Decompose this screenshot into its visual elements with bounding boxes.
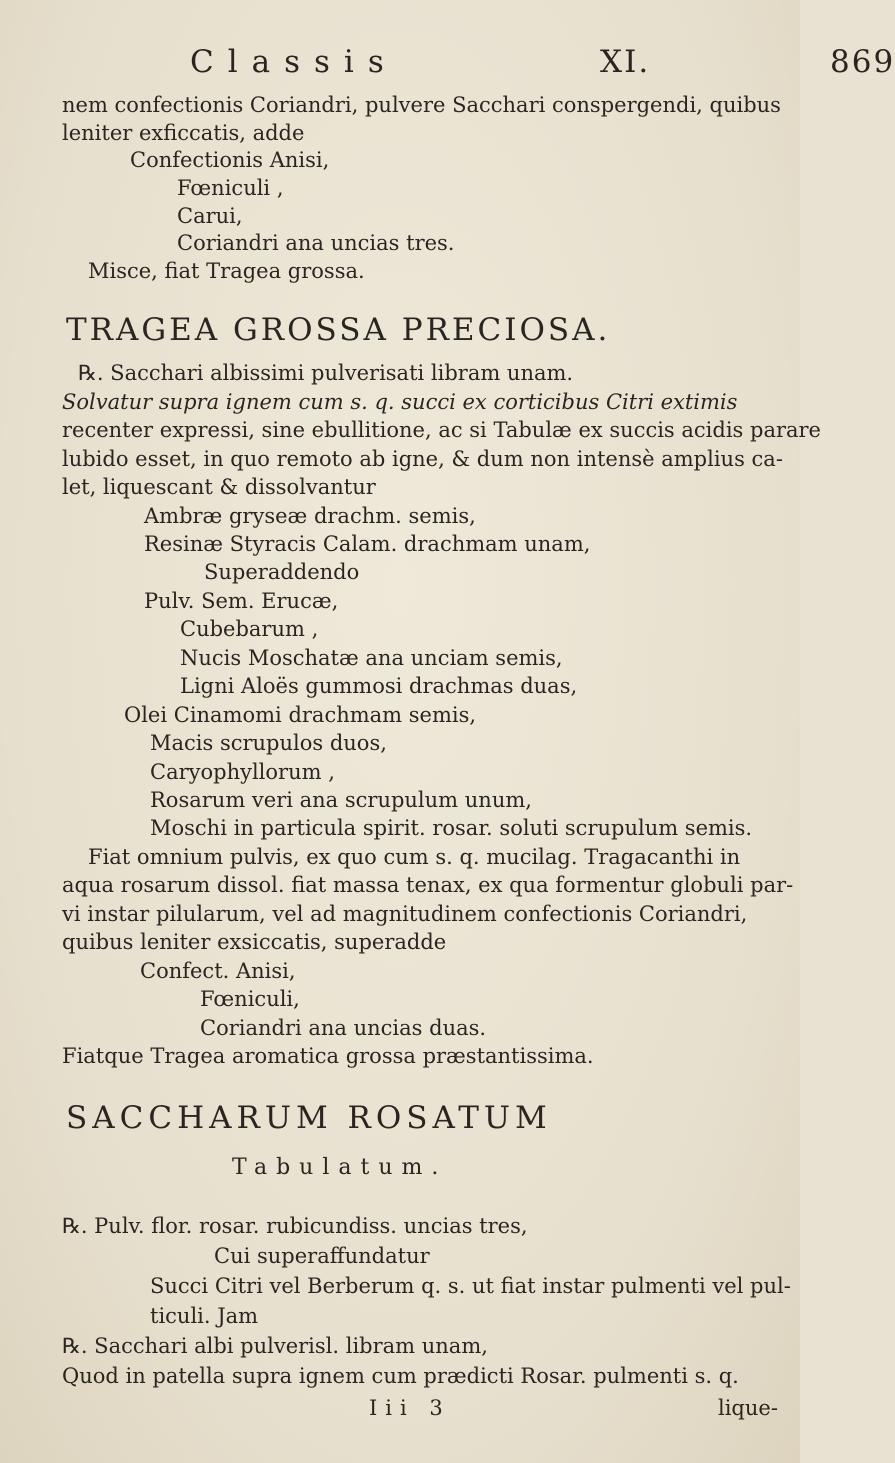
text-line: vi instar pilularum, vel ad magnitudinem confectionis Coriandri, [62,902,748,926]
text-line: Superaddendo [204,560,360,584]
text-line: Fœniculi, [200,987,300,1011]
text-line: ℞. Sacchari albissimi pulverisati libram unam. [78,361,574,385]
text-line: let, liquescant & dissolvantur [62,475,376,499]
text-line: ℞. Pulv. flor. rosar. rubicundiss. uncias tres, [62,1214,528,1238]
recipe-title-tragea: TRAGEA GROSSA PRECIOSA. [66,312,611,348]
text-line: Succi Citri vel Berberum q. s. ut fiat instar pulmenti vel pul- [150,1274,791,1298]
text-line: Confectionis Anisi, [130,148,330,172]
text-line: nem confectionis Coriandri, pulvere Sacchari conspergendi, quibus [62,93,781,117]
page-number: 869 [830,44,895,80]
text-line: Cubebarum , [180,617,319,641]
text-line: Moschi in particula spirit. rosar. soluti scrupulum semis. [150,816,753,840]
text-line: Carui, [177,204,243,228]
text-line: Fiatque Tragea aromatica grossa præstantissima. [62,1044,594,1068]
text-line: aqua rosarum dissol. fiat massa tenax, ex qua formentur globuli par- [62,873,794,897]
text-line: recenter expressi, sine ebullitione, ac si Tabulæ ex succis acidis parare [62,418,821,442]
header-classis: Classis [190,44,398,80]
text-line: Olei Cinamomi drachmam semis, [124,703,477,727]
text-line: Nucis Moschatæ ana unciam semis, [180,646,563,670]
text-line: ticuli. Jam [150,1304,259,1328]
running-header [190,44,895,80]
text-line: Ambræ gryseæ drachm. semis, [144,504,476,528]
text-line: quibus leniter exsiccatis, superadde [62,930,447,954]
recipe-title-saccharum: SACCHARUM ROSATUM [66,1100,552,1136]
text-line: Coriandri ana uncias duas. [200,1016,487,1040]
text-line: Ligni Aloës gummosi drachmas duas, [180,674,578,698]
text-line: Fiat omnium pulvis, ex quo cum s. q. mucilag. Tragacanthi in [88,845,741,869]
text-line: leniter exficcatis, adde [62,121,305,145]
text-line: Resinæ Styracis Calam. drachmam unam, [144,532,591,556]
header-class-number: XI. [600,44,651,80]
text-line: lubido esset, in quo remoto ab igne, & dum non intensè amplius ca- [62,447,783,471]
recipe-subtitle: Tabulatum. [232,1155,448,1180]
text-line: Rosarum veri ana scrupulum unum, [150,788,532,812]
text-line: Pulv. Sem. Erucæ, [144,589,339,613]
text-line: ℞. Sacchari albi pulverisl. libram unam, [62,1334,488,1358]
text-line: Misce, fiat Tragea grossa. [88,259,365,283]
text-line: Fœniculi , [177,176,284,200]
text-line: Macis scrupulos duos, [150,731,387,755]
text-line: Cui superaffundatur [214,1244,430,1268]
text-line: Caryophyllorum , [150,760,335,784]
text-line: Solvatur supra ignem cum s. q. succi ex corticibus Citri extimis [62,390,738,414]
text-line: Confect. Anisi, [140,959,296,983]
signature-mark: Iii 3 [369,1396,451,1420]
text-line: Quod in patella supra ignem cum prædicti Rosar. pulmenti s. q. [62,1364,739,1388]
text-line: Coriandri ana uncias tres. [177,231,455,255]
catchword: lique- [718,1396,778,1420]
